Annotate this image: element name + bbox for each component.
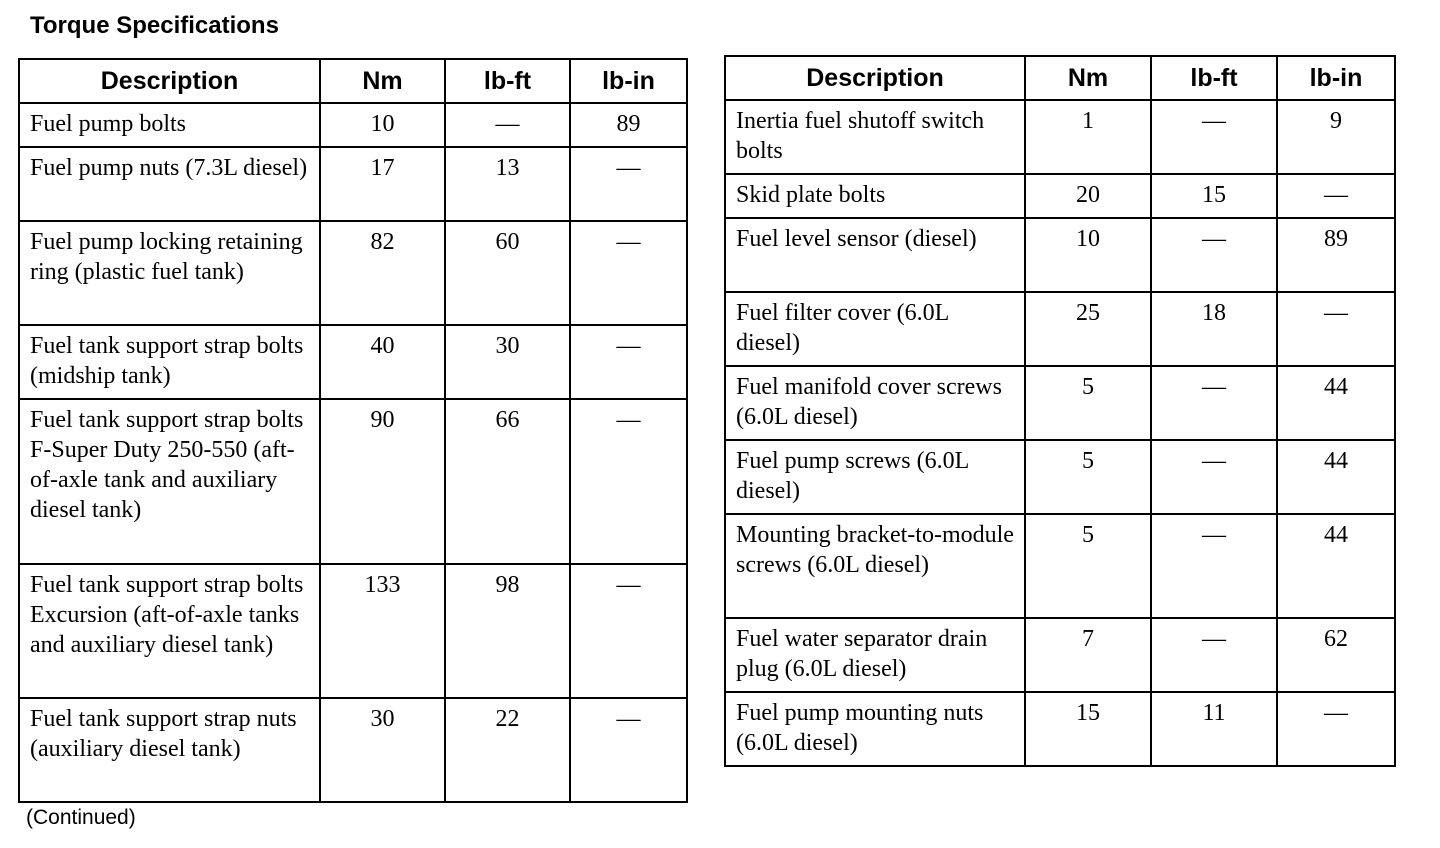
table-row	[725, 218, 1395, 292]
lb-in-cell: 9	[1277, 100, 1395, 174]
description-cell: Skid plate bolts	[725, 174, 1025, 218]
column-header-nm: Nm	[320, 59, 445, 103]
lb-ft-cell: 22	[445, 698, 570, 802]
lb-ft-cell: 30	[445, 325, 570, 399]
nm-cell: 25	[1025, 292, 1151, 366]
nm-cell: 90	[320, 399, 445, 564]
table-row	[725, 366, 1395, 440]
table-row	[725, 440, 1395, 514]
nm-cell: 15	[1025, 692, 1151, 766]
description-cell: Fuel level sensor (diesel)	[725, 218, 1025, 292]
column-header-description: Description	[725, 56, 1025, 100]
column-header-lb-ft: lb-ft	[445, 59, 570, 103]
lb-in-cell: —	[570, 399, 687, 564]
lb-in-cell: 62	[1277, 618, 1395, 692]
description-cell: Fuel tank support strap bolts (midship tank)	[19, 325, 320, 399]
table-row	[19, 325, 687, 399]
lb-ft-cell: 60	[445, 221, 570, 325]
table-row	[19, 698, 687, 802]
lb-ft-cell: 15	[1151, 174, 1277, 218]
nm-cell: 133	[320, 564, 445, 698]
description-cell: Fuel pump nuts (7.3L diesel)	[19, 147, 320, 221]
page-title: Torque Specifications	[30, 12, 279, 39]
table-row	[19, 399, 687, 564]
nm-cell: 5	[1025, 514, 1151, 618]
lb-in-cell: —	[570, 147, 687, 221]
lb-ft-cell: —	[1151, 514, 1277, 618]
column-header-nm: Nm	[1025, 56, 1151, 100]
nm-cell: 5	[1025, 440, 1151, 514]
lb-ft-cell: 13	[445, 147, 570, 221]
lb-in-cell: —	[570, 221, 687, 325]
lb-in-cell: 89	[570, 103, 687, 147]
table-row	[725, 174, 1395, 218]
description-cell: Fuel water separator drain plug (6.0L diesel)	[725, 618, 1025, 692]
description-cell: Fuel pump screws (6.0L diesel)	[725, 440, 1025, 514]
description-cell: Fuel tank support strap bolts F-Super Duty 250-550 (aft-of-axle tank and auxiliary diesel tank)	[19, 399, 320, 564]
column-header-description: Description	[19, 59, 320, 103]
nm-cell: 17	[320, 147, 445, 221]
nm-cell: 1	[1025, 100, 1151, 174]
description-cell: Fuel pump locking retaining ring (plastic fuel tank)	[19, 221, 320, 325]
lb-ft-cell: —	[1151, 440, 1277, 514]
lb-in-cell: —	[570, 564, 687, 698]
table-row	[19, 221, 687, 325]
lb-ft-cell: —	[1151, 100, 1277, 174]
column-header-lb-in: lb-in	[570, 59, 687, 103]
nm-cell: 10	[1025, 218, 1151, 292]
table-header-row	[19, 59, 687, 103]
nm-cell: 40	[320, 325, 445, 399]
lb-ft-cell: 11	[1151, 692, 1277, 766]
lb-ft-cell: 66	[445, 399, 570, 564]
lb-in-cell: 89	[1277, 218, 1395, 292]
column-header-lb-in: lb-in	[1277, 56, 1395, 100]
lb-in-cell: —	[1277, 174, 1395, 218]
nm-cell: 5	[1025, 366, 1151, 440]
lb-in-cell: 44	[1277, 366, 1395, 440]
table-row	[725, 514, 1395, 618]
table-row	[725, 100, 1395, 174]
nm-cell: 7	[1025, 618, 1151, 692]
description-cell: Mounting bracket-to-module screws (6.0L diesel)	[725, 514, 1025, 618]
description-cell: Fuel filter cover (6.0L diesel)	[725, 292, 1025, 366]
table-row	[19, 147, 687, 221]
lb-in-cell: —	[570, 325, 687, 399]
lb-ft-cell: —	[1151, 366, 1277, 440]
nm-cell: 20	[1025, 174, 1151, 218]
description-cell: Fuel tank support strap nuts (auxiliary diesel tank)	[19, 698, 320, 802]
lb-ft-cell: —	[1151, 618, 1277, 692]
nm-cell: 10	[320, 103, 445, 147]
description-cell: Fuel tank support strap bolts Excursion (aft-of-axle tanks and auxiliary diesel tank)	[19, 564, 320, 698]
lb-in-cell: —	[1277, 692, 1395, 766]
table-row	[19, 103, 687, 147]
description-cell: Fuel pump bolts	[19, 103, 320, 147]
lb-in-cell: 44	[1277, 514, 1395, 618]
table-row	[19, 564, 687, 698]
lb-in-cell: 44	[1277, 440, 1395, 514]
table-row	[725, 692, 1395, 766]
table-header-row	[725, 56, 1395, 100]
lb-in-cell: —	[570, 698, 687, 802]
nm-cell: 30	[320, 698, 445, 802]
description-cell: Fuel pump mounting nuts (6.0L diesel)	[725, 692, 1025, 766]
torque-table-left	[18, 58, 688, 803]
torque-table-right	[724, 55, 1396, 767]
description-cell: Fuel manifold cover screws (6.0L diesel)	[725, 366, 1025, 440]
table-row	[725, 292, 1395, 366]
column-header-lb-ft: lb-ft	[1151, 56, 1277, 100]
lb-ft-cell: 98	[445, 564, 570, 698]
description-cell: Inertia fuel shutoff switch bolts	[725, 100, 1025, 174]
nm-cell: 82	[320, 221, 445, 325]
lb-ft-cell: 18	[1151, 292, 1277, 366]
continued-note: (Continued)	[26, 806, 136, 829]
lb-ft-cell: —	[1151, 218, 1277, 292]
lb-in-cell: —	[1277, 292, 1395, 366]
lb-ft-cell: —	[445, 103, 570, 147]
table-row	[725, 618, 1395, 692]
